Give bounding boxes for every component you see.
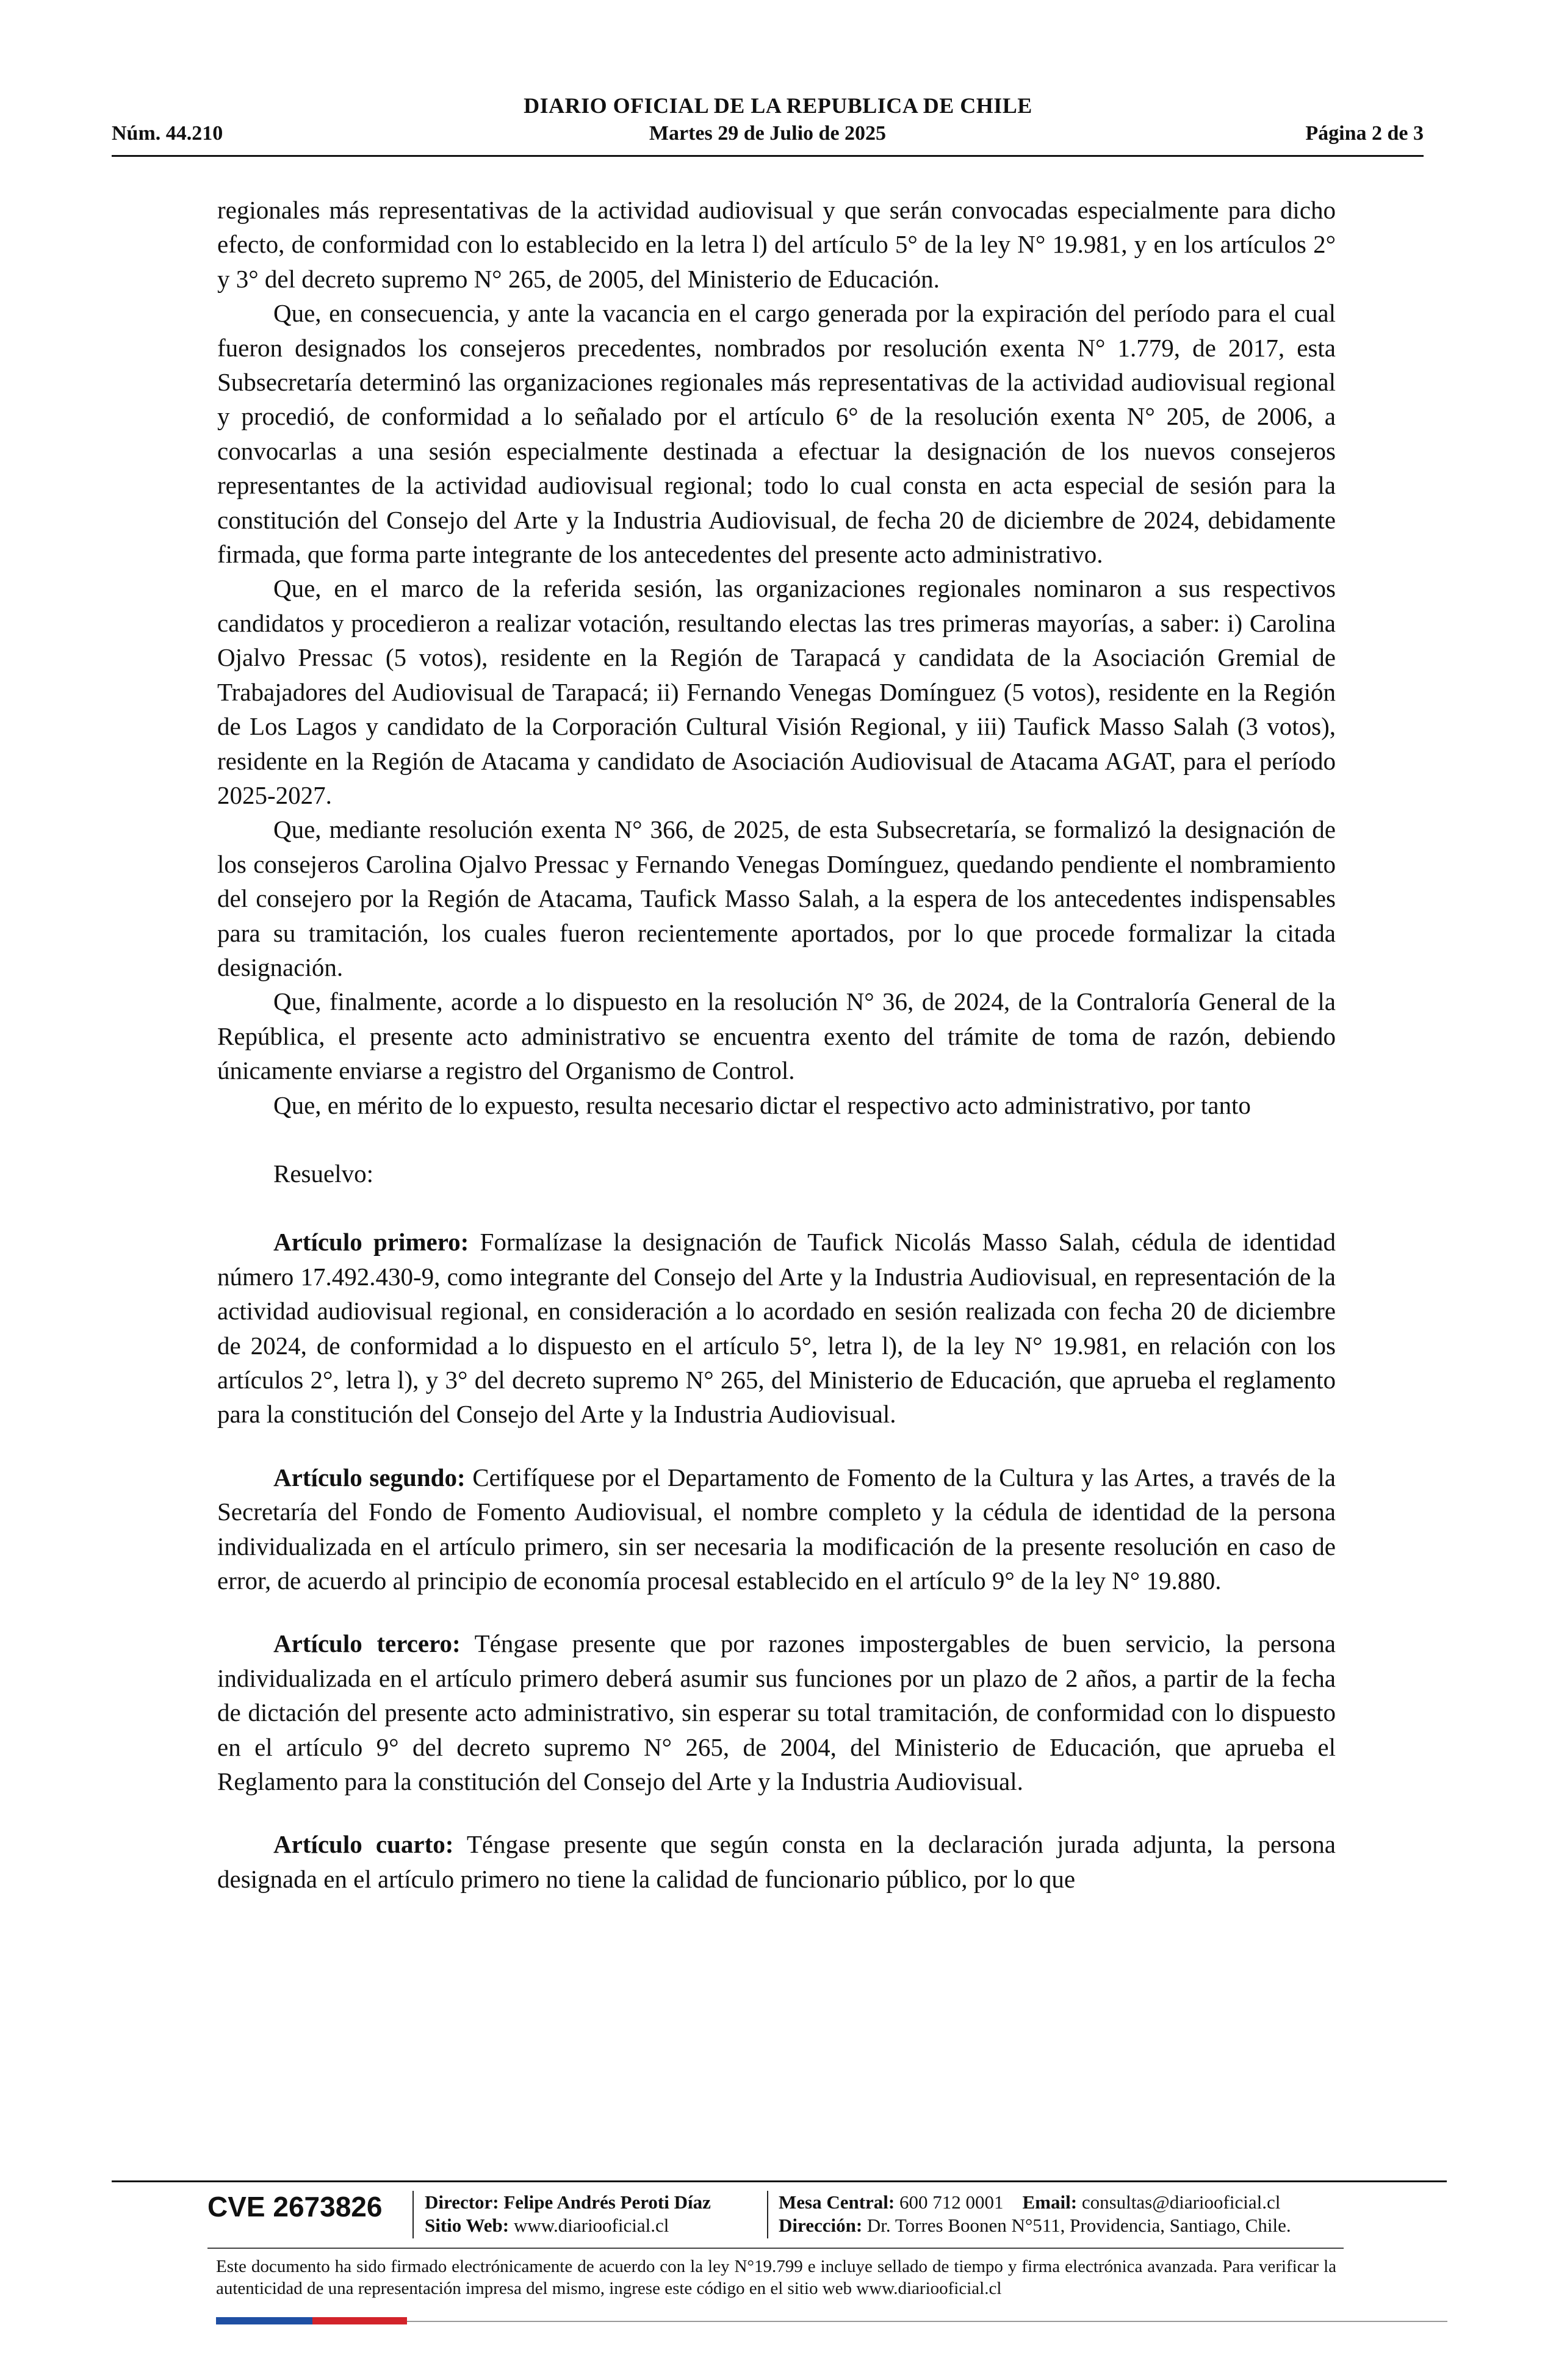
footer-inner-divider: [207, 2248, 1344, 2249]
director-name: Felipe Andrés Peroti Díaz: [503, 2191, 711, 2213]
email-label: Email:: [1022, 2191, 1078, 2213]
phone-label: Mesa Central:: [779, 2191, 895, 2213]
header-divider: [112, 155, 1424, 157]
signature-note: Este documento ha sido firmado electrónicamente de acuerdo con la ley N°19.799 e incluye sellado de tiempo y firma electrónica avanzada. Para verificar la autenticidad de una representación impresa del mismo, ingrese este código en el sitio web www.diariooficial.cl: [216, 2257, 1336, 2298]
resuelvo-heading: Resuelvo:: [273, 1159, 373, 1188]
article-text: Formalízase la designación de Taufick Nicolás Masso Salah, cédula de identidad número 17.492.430-9, como integrante del Consejo del Arte y la Industria Audiovisual, en representación de la actividad audiovisual regional, en consideración a lo acordado en sesión realizada con fecha 20 de diciembre de 2024, de conformidad a lo dispuesto en el artículo 5°, letra l), de la ley N° 19.981, en relación con los artículos 2°, letra l), y 3° del decreto supremo N° 265, del Ministerio de Educación, que aprueba el reglamento para la constitución del Consejo del Arte y la Industria Audiovisual.: [217, 1228, 1336, 1429]
body-paragraph: regionales más representativas de la actividad audiovisual y que serán convocadas especialmente para dicho efecto, de conformidad con lo establecido en la letra l) del artículo 5° de la ley N° 19.981, y en los artículos 2° y 3° del decreto supremo N° 265, de 2005, del Ministerio de Educación.: [217, 196, 1336, 293]
body-paragraph: Que, en consecuencia, y ante la vacancia en el cargo generada por la expiración del período para el cual fueron designados los consejeros precedentes, nombrados por resolución exenta N° 1.779, de 2017, esta Subsecretaría determinó las organizaciones regionales más representativas de la actividad audiovisual regional y procedió, de conformidad a lo señalado por el artículo 6° de la resolución exenta N° 205, de 2006, a convocarlas a una sesión especialmente destinada a efectuar la designación de los nuevos consejeros representantes de la actividad audiovisual regional; todo lo cual consta en acta especial de sesión para la constitución del Consejo del Arte y la Industria Audiovisual, de fecha 20 de diciembre de 2024, debidamente firmada, que forma parte integrante de los antecedentes del presente acto administrativo.: [217, 299, 1336, 569]
article-text: Téngase presente que según consta en la declaración jurada adjunta, la persona designada en el artículo primero no tiene la calidad de funcionario público, por lo que: [217, 1830, 1336, 1893]
footer-director-block: [425, 2191, 711, 2237]
body-paragraph: Que, en el marco de la referida sesión, las organizaciones regionales nominaron a sus respectivos candidatos y procedieron a realizar votación, resultando electas las tres primeras mayorías, a saber: i) Carolina Ojalvo Pressac (5 votos), residente en la Región de Tarapacá y candidata de la Asociación Gremial de Trabajadores del Audiovisual de Tarapacá; ii) Fernando Venegas Domínguez (5 votos), residente en la Región de Los Lagos y candidato de la Corporación Cultural Visión Regional, y iii) Taufick Masso Salah (3 votos), residente en la Región de Atacama y candidato de Asociación Audiovisual de Atacama AGAT, para el período 2025-2027.: [217, 574, 1336, 809]
article-label: Artículo segundo:: [273, 1463, 466, 1491]
body-paragraph: Que, mediante resolución exenta N° 366, de 2025, de esta Subsecretaría, se formalizó la designación de los consejeros Carolina Ojalvo Pressac y Fernando Venegas Domínguez, quedando pendiente el nombramiento del consejero por la Región de Atacama, Taufick Masso Salah, a la espera de los antecedentes indispensables para su tramitación, los cuales fueron recientemente aportados, por lo que procede formalizar la citada designación.: [217, 815, 1336, 981]
address-label: Dirección:: [779, 2215, 863, 2236]
footer-separator: [412, 2191, 414, 2238]
article-cuarto: [217, 1827, 1336, 1896]
issue-date: Martes 29 de Julio de 2025: [649, 122, 887, 145]
article-primero: [217, 1225, 1336, 1431]
article-segundo: [217, 1460, 1336, 1598]
flag-stripe-blue: [216, 2317, 312, 2324]
phone-number: 600 712 0001: [899, 2191, 1004, 2213]
footer-contact-block: [779, 2191, 1291, 2237]
issue-number: Núm. 44.210: [112, 122, 223, 145]
footer-separator: [767, 2191, 768, 2238]
article-tercero: [217, 1626, 1336, 1798]
email-link[interactable]: consultas@diariooficial.cl: [1081, 2191, 1281, 2213]
article-label: Artículo tercero:: [273, 1629, 461, 1658]
director-label: Director:: [425, 2191, 499, 2213]
footer-divider: [112, 2180, 1447, 2182]
article-label: Artículo primero:: [273, 1228, 469, 1257]
article-text: Téngase presente que por razones impostergables de buen servicio, la persona individualizada en el artículo primero deberá asumir sus funciones por un plazo de 2 años, a partir de la fecha de dictación del presente acto administrativo, sin esperar su total tramitación, de conformidad con lo dispuesto en el artículo 9° del decreto supremo N° 265, de 2004, del Ministerio de Educación, que aprueba el Reglamento para la constitución del Consejo del Arte y la Industria Audiovisual.: [217, 1629, 1336, 1796]
document-body: [217, 193, 1336, 1896]
body-paragraph: Que, finalmente, acorde a lo dispuesto en la resolución N° 36, de 2024, de la Contraloría General de la República, el presente acto administrativo se encuentra exento del trámite de toma de razón, debiendo únicamente enviarse a registro del Organismo de Control.: [217, 987, 1336, 1085]
body-paragraph: Que, en mérito de lo expuesto, resulta necesario dictar el respectivo acto administrativo, por tanto: [273, 1091, 1251, 1119]
cve-code: CVE 2673826: [207, 2191, 383, 2223]
article-text: Certifíquese por el Departamento de Fomento de la Cultura y las Artes, a través de la Secretaría del Fondo de Fomento Audiovisual, el nombre completo y la cédula de identidad de la persona individualizada en el artículo primero, sin ser necesaria la modificación de la presente resolución en caso de error, de acuerdo al principio de economía procesal establecido en el artículo 9° de la ley N° 19.880.: [217, 1463, 1336, 1595]
footer-bottom-rule: [407, 2321, 1447, 2322]
website-label: Sitio Web:: [425, 2215, 510, 2236]
address-text: Dr. Torres Boonen N°511, Providencia, Santiago, Chile.: [866, 2215, 1291, 2236]
header-row: [112, 122, 1424, 149]
flag-stripe-red: [312, 2317, 407, 2324]
gazette-title: DIARIO OFICIAL DE LA REPUBLICA DE CHILE: [524, 93, 1032, 118]
article-label: Artículo cuarto:: [273, 1830, 454, 1859]
page-indicator: Página 2 de 3: [1305, 122, 1424, 145]
website-link[interactable]: www.diariooficial.cl: [513, 2215, 669, 2236]
